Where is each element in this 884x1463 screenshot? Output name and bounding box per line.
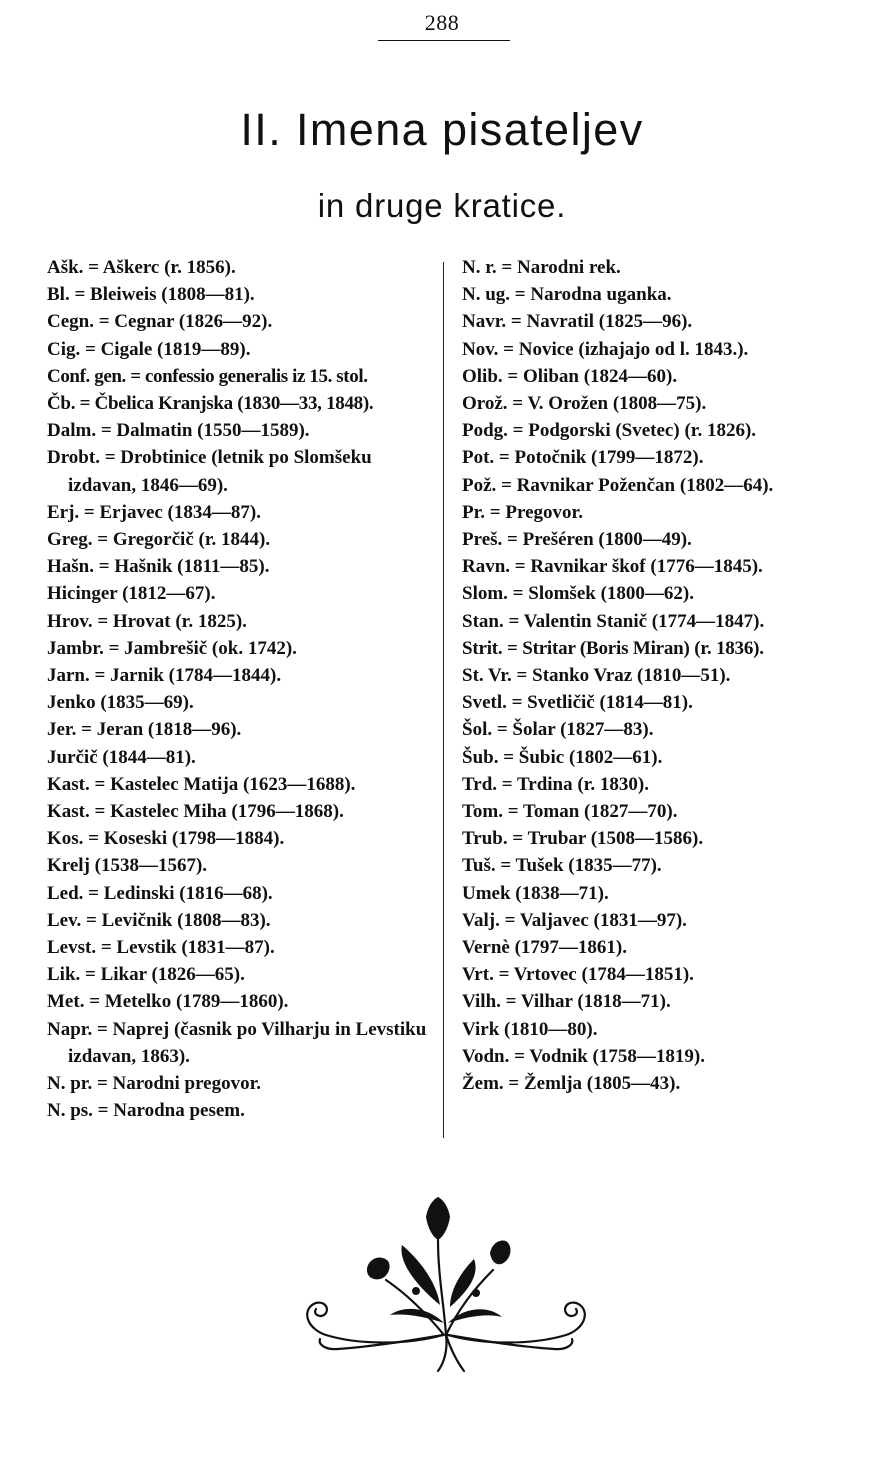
list-item: Vodn. = Vodnik (1758—1819). bbox=[462, 1045, 705, 1067]
list-item: Drobt. = Drobtinice (letnik po Slomšeku izdavan, 1846—69). bbox=[47, 447, 372, 496]
list-item: Strit. = Stritar (Boris Miran) (r. 1836). bbox=[462, 637, 764, 659]
list-item: Žem. = Žemlja (1805—43). bbox=[462, 1073, 681, 1095]
list-item: Nov. = Novice (izhajajo od l. 1843.). bbox=[462, 338, 749, 360]
list-item: Vilh. = Vilhar (1818—71). bbox=[462, 991, 671, 1013]
list-item: Kos. = Koseski (1798—1884). bbox=[47, 828, 285, 850]
list-item: Vernè (1797—1861). bbox=[462, 937, 627, 959]
list-item: Dalm. = Dalmatin (1550—1589). bbox=[47, 420, 310, 442]
list-item: Hrov. = Hrovat (r. 1825). bbox=[47, 610, 247, 632]
floral-vignette-icon bbox=[298, 1195, 594, 1375]
list-item: Čb. = Čbelica Kranjska (1830—33, 1848). bbox=[47, 393, 374, 415]
list-item: Jurčič (1844—81). bbox=[47, 746, 196, 768]
abbreviation-list-left bbox=[47, 254, 431, 1125]
list-item: Napr. = Naprej (časnik po Vilharju in Levstiku izdavan, 1863). bbox=[47, 1018, 427, 1067]
list-item: Ašk. = Aškerc (r. 1856). bbox=[47, 257, 236, 278]
list-item: Erj. = Erjavec (1834—87). bbox=[47, 501, 261, 523]
list-item: Pot. = Potočnik (1799—1872). bbox=[462, 447, 704, 469]
list-item: Krelj (1538—1567). bbox=[47, 855, 208, 877]
list-item: Navr. = Navratil (1825—96). bbox=[462, 311, 693, 333]
column-divider bbox=[443, 262, 444, 1138]
page-number: 288 bbox=[424, 10, 460, 35]
list-item: Orož. = V. Orožen (1808—75). bbox=[462, 393, 707, 415]
list-item: Cegn. = Cegnar (1826—92). bbox=[47, 311, 273, 333]
list-item: Tuš. = Tušek (1835—77). bbox=[462, 855, 662, 877]
list-item: Slom. = Slomšek (1800—62). bbox=[462, 583, 694, 605]
page-title: II. Imena pisateljev bbox=[240, 104, 644, 155]
list-item: Met. = Metelko (1789—1860). bbox=[47, 991, 289, 1013]
list-item: Lev. = Levičnik (1808—83). bbox=[47, 909, 271, 931]
list-item: Olib. = Oliban (1824—60). bbox=[462, 365, 678, 387]
list-item: Jer. = Jeran (1818—96). bbox=[47, 719, 242, 741]
list-item: Ravn. = Ravnikar škof (1776—1845). bbox=[462, 556, 763, 578]
list-item: Cig. = Cigale (1819—89). bbox=[47, 338, 251, 360]
list-item: Šub. = Šubic (1802—61). bbox=[462, 746, 663, 768]
list-item: N. ug. = Narodna uganka. bbox=[462, 284, 672, 306]
list-item: Trd. = Trdina (r. 1830). bbox=[462, 773, 649, 795]
list-item: Jambr. = Jambrešič (ok. 1742). bbox=[47, 637, 297, 659]
list-item: Umek (1838—71). bbox=[462, 882, 609, 904]
list-item: Vrt. = Vrtovec (1784—1851). bbox=[462, 964, 694, 986]
list-item: Greg. = Gregorčič (r. 1844). bbox=[47, 529, 271, 551]
list-item: Conf. gen. = confessio generalis iz 15. stol. bbox=[47, 365, 368, 387]
list-item: Šol. = Šolar (1827—83). bbox=[462, 719, 654, 741]
list-item: Virk (1810—80). bbox=[462, 1018, 598, 1040]
list-item: Valj. = Valjavec (1831—97). bbox=[462, 909, 687, 931]
list-item: Kast. = Kastelec Matija (1623—1688). bbox=[47, 773, 356, 795]
list-item: Pož. = Ravnikar Poženčan (1802—64). bbox=[462, 474, 774, 496]
list-item: Preš. = Prešéren (1800—49). bbox=[462, 529, 692, 551]
list-item: Tom. = Toman (1827—70). bbox=[462, 801, 678, 823]
list-item: Trub. = Trubar (1508—1586). bbox=[462, 828, 704, 850]
list-item: Bl. = Bleiweis (1808—81). bbox=[47, 284, 255, 306]
list-item: Kast. = Kastelec Miha (1796—1868). bbox=[47, 801, 344, 823]
abbreviation-list-right bbox=[462, 254, 862, 1097]
list-item: Hicinger (1812—67). bbox=[47, 583, 216, 605]
list-item: Hašn. = Hašnik (1811—85). bbox=[47, 556, 270, 578]
list-item: Levst. = Levstik (1831—87). bbox=[47, 937, 275, 959]
list-item: St. Vr. = Stanko Vraz (1810—51). bbox=[462, 665, 731, 687]
list-item: Jenko (1835—69). bbox=[47, 692, 194, 714]
list-item: Podg. = Podgorski (Svetec) (r. 1826). bbox=[462, 420, 757, 442]
list-item: Lik. = Likar (1826—65). bbox=[47, 964, 245, 986]
list-item: N. pr. = Narodni pregovor. bbox=[47, 1073, 262, 1095]
page-subtitle: in druge kratice. bbox=[317, 187, 567, 224]
list-item: Pr. = Pregovor. bbox=[462, 501, 583, 523]
page-number-rule bbox=[378, 40, 510, 41]
list-item: Jarn. = Jarnik (1784—1844). bbox=[47, 665, 282, 687]
list-item: Led. = Ledinski (1816—68). bbox=[47, 882, 273, 904]
list-item: N. r. = Narodni rek. bbox=[462, 257, 621, 278]
list-item: Svetl. = Svetličič (1814—81). bbox=[462, 692, 693, 714]
list-item: N. ps. = Narodna pesem. bbox=[47, 1100, 245, 1122]
list-item: Stan. = Valentin Stanič (1774—1847). bbox=[462, 610, 765, 632]
